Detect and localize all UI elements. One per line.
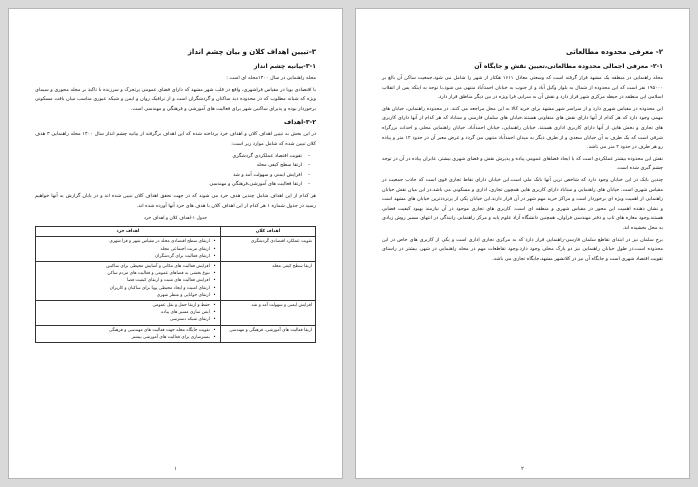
goal-item: - تقویت اقتصاد عملکردی گردشگری: [35, 152, 302, 162]
table-cell-micro: [36, 261, 221, 300]
body-paragraph: نقش این محدوده بیشتر عملکردی است که با ایجاد فضاهای عمومی پیاده و پذیرش نقش و فضای شهری بیشتر، عابران پیاده در آن در توجه چشم گیری شده است.: [382, 155, 663, 172]
subsection-title: ۲-۱- معرفی اجمالی محدوده مطالعاتی،تعیین نقش و جایگاه آن: [474, 63, 663, 70]
page-content: [382, 39, 663, 458]
micro-goal: • ارتقای سطح اقتصادی محله در مقیاس شهر و فرا شهری: [39, 238, 210, 245]
table-cell-micro: [36, 325, 221, 342]
micro-goal: • ارتقای مزیت اجتماعی محله: [39, 246, 210, 253]
goal-item: - ارتقا سطح کیفی محله: [35, 161, 302, 171]
table-row: [36, 237, 316, 262]
micro-goal: • تقویت جایگاه محله جهت فعالیت های مهندسی و فرهنگی: [39, 327, 210, 334]
table-row: [36, 325, 316, 342]
body-paragraph: چندین بانک در این خیابان وجود دارد که شاخص ترین آنها بانک ملی است.این خیابان دارای نقاط تجاری قوی است که جاذب جمعیت در مقیاس شهری است. خیابان های راهنمایی و سناباد دارای کاربری هایی همچون تجاری، اداری و مسکونی می باشد.در این میان نقش خیابان راهنمایی از اهمیت ویژه ای برخوردار است و مراکز خرید مهم شهر در آن قرار دارند.این خیابان یکی از پرترددترین خیابان های مشهد است و نشان دهنده اهمیت این محور در مقیاس شهری و منطقه ای است. کاربری های تجاری موجود در آن نیازمند بهبود کیفیت فضایی هستند.وجود مغازه های تاپ و دفتر مهندسی فراوان، همچنین دانشگاه آزاد علوم پایه و مرکز راهنمایی رانندگی در انتهای مسیر روش زیادی به محل بخشیده اند.: [382, 176, 663, 231]
goal-item: - ارتقا فعالیت های آموزشی،فرهنگی و مهندسی: [35, 180, 302, 190]
document-page-right: [355, 8, 690, 479]
micro-goal: • ارتقای فعالیت برای گردشگران: [39, 253, 210, 260]
page-number: ۲: [521, 466, 524, 472]
micro-goal: • ارتقای امنیت و ایجاد محیطی پویا برای ساکنان و کاربران: [39, 285, 210, 292]
subsection-title-vision: ۳-۱-بیانیه چشم انداز: [253, 63, 316, 70]
goals-after-text: هر کدام از این اهداف شامل چندین هدف خرد می شوند که در جهت تحقق اهداف کلان تبیین شده اند و در پایان گزارش به آنها خواهیم رسید در جدول شماره ۱ هر کدام از این اهداف کلان با هدف های خرد آنها آورده شده اند.: [35, 192, 316, 209]
section-heading: ۳-تبیین اهداف کلان و بیان چشم انداز: [187, 48, 316, 56]
goals-table: [35, 226, 316, 343]
table-cell-micro: [36, 300, 221, 325]
micro-goal: • ارتقای شبکه دسترسی: [39, 316, 210, 323]
micro-goal: • افزایش فعالیت های مثبت و ارتقای کیفیت فضا: [39, 277, 210, 284]
table-cell-macro: ارتقا فعالیت های آموزشی، فرهنگی و مهندسی: [220, 325, 315, 342]
table-cell-macro: ارتقا سطح کیفی محله: [220, 261, 315, 300]
subsection-title-goals: ۳-۲-اهداف: [284, 119, 316, 127]
table-row: [36, 261, 316, 300]
micro-goal: • ایمن سازی مسیر های پیاده: [39, 309, 210, 316]
goals-list: [35, 152, 316, 190]
micro-goal: • افزایش فعالیت های مکانی و آسایش محیطی برای ساکنین: [39, 263, 210, 270]
page-number: ۱: [174, 466, 177, 472]
table-row: [36, 300, 316, 325]
micro-goal: • حفظ و ارتقا حمل و نقل عمومی: [39, 302, 210, 309]
goals-intro: در این بخش به تبیین اهداف کلان و اهداف خرد پرداخته شده که این اهداف برگرفته از بیانیه چشم انداز سال ۱۴۰۰ محله راهنمایی ۳ هدف کلان تبیین شده که شامل موارد زیر است:: [35, 131, 316, 147]
table-cell-macro: تقویت عملکرد اقتصادی گردشگری: [220, 237, 315, 262]
micro-goal: • ارتقای خوانایی و منظر شهری: [39, 292, 210, 299]
document-page-left: [8, 8, 343, 479]
body-paragraph: محله راهنمایی در منطقه یک مشهد قرار گرفته است که وسعتی معادل ۱۶۱۱ هکتار از شهر را شامل می شود.جمعیت ساکن آن بالغ بر ۱۹۵۰۰۰ نفر است که این محدوده از شمال به بلوار وکیل آباد و از جنوب به خیابان احمدآباد منتهی می شود.با توجه به اینکه پس از انقلاب اسلامی این منطقه در حیطه مرکزی شهر قرار دارد و نقش آن به سرایی فرا ویژه در بین دیگر مناطق قرار دارد.: [382, 75, 663, 101]
page-content: [35, 39, 316, 458]
section-heading: ۲- معرفی محدوده مطالعاتی: [565, 48, 663, 56]
goal-item: - افزایش ایمنی و سهولت آمد و شد: [35, 171, 302, 181]
body-paragraph: برج سلمان نیز در ابتدای تقاطع سلمان فارسی-راهنمایی قرار دارد که به مرکزی تجاری اداری است و یکی از کاربری های خاص در این محدوده است.در طول خیابان راهنمایی نیز دو پارک محلی وجود دارد.وجود تقاطعات مهم در محله راهنمایی در شهر، بیشتر در راستای تقویت اقتصاد شهری است و جایگاه آن نیز در کلانشهر مشهد،جایگاه تجاری می باشد.: [382, 236, 663, 262]
table-cell-micro: [36, 237, 221, 262]
table-caption: جدول ۱-اهداف کلان و اهداف خرد: [143, 216, 208, 222]
table-header-macro: اهداف کلان: [220, 227, 315, 237]
micro-goal: • تنوع بخشی به فضاهای عمومی و فعالیت های مردم ساکن: [39, 270, 210, 277]
body-paragraph: این محدوده در مقیاس شهری دارد و از سراسر شهر مشهد برای خرید کالا به این محل مراجعه می کنند. در محدوده راهنمایی، خیابان های مهمی وجود دارد که هر کدام از آنها دارای نقش های متفاوتی هستند.خیابان های سلمان فارسی و سناباد که هر کدام از آنها دارای کاربری های تجاری و بخش هایی از آنها دارای کاربری اداری هستند. خیابان راهنمایی، خیابان احمدآباد، خیابان راهنمایی محلی و احداث بزرگراه شرقی است که یک طرف به آن خیابان سعدی و از طرف دیگر به میدان احمدآباد منتهی می گردد و عرض معبر آن در حدود ۱۲ متر و پیاده رو هر طرف در حدود ۲ متر می باشد.: [382, 105, 663, 151]
vision-intro: محله راهنمایی در سال ۱۴۰۰محله ای است :: [226, 75, 316, 81]
vision-text: با اقتصادی پویا در مقیاس فراشهری، واقع در قلب شهر مشهد که دارای فضای عمومی پرتحرک و سرزنده با تاکید بر محله محوری و سیمای ویژه که شبانه مطلوب که در محدوده دید ساکنان و گردشگران است و از ترافیک روان و ایمن و شبکه عبوری مناسب میان بافت مسکونی برخوردار بوده و پذیرای ساکنین شهر برای فعالیت های آموزشی و فرهنگی و مهندسی است.: [35, 86, 316, 112]
micro-goal: • بسترسازی برای فعالیت های آموزشی بیشتر: [39, 334, 210, 341]
table-cell-macro: افزایش ایمنی و سهولت آمد و شد: [220, 300, 315, 325]
table-header-row: [36, 227, 316, 237]
table-header-micro: اهداف خرد: [36, 227, 221, 237]
